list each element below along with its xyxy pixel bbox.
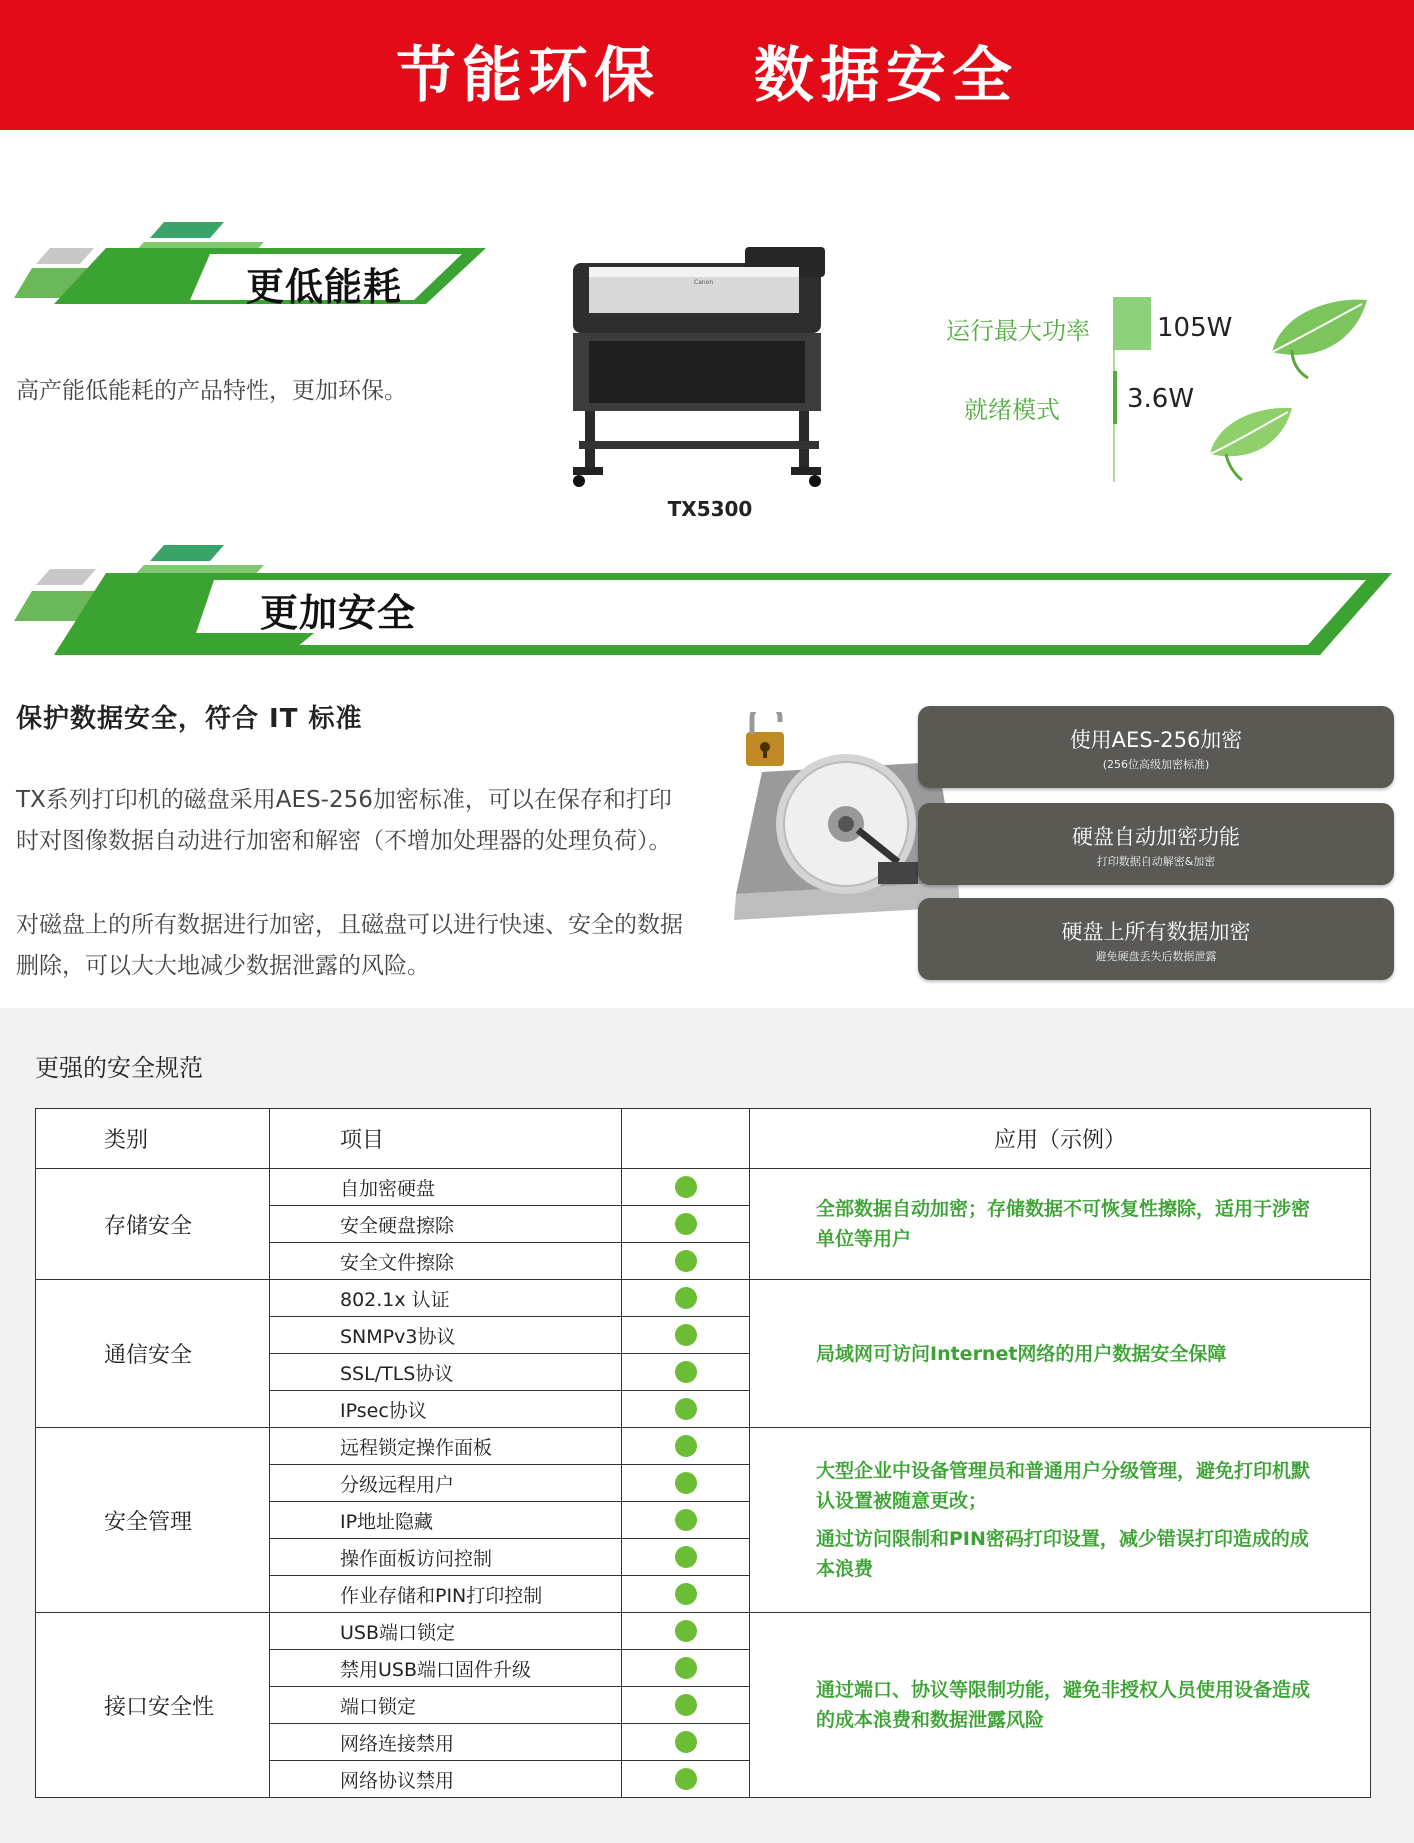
security-heading: 保护数据安全，符合 IT 标准: [16, 704, 363, 734]
category-cell: 接口安全性: [36, 1613, 270, 1798]
supported-dot-icon: [675, 1324, 697, 1346]
spec-table-caption: 更强的安全规范: [35, 1054, 203, 1082]
item-cell: IPsec协议: [270, 1391, 622, 1428]
supported-dot-icon: [675, 1583, 697, 1605]
supported-dot-icon: [675, 1694, 697, 1716]
supported-dot-icon: [675, 1620, 697, 1642]
support-cell: [622, 1650, 750, 1687]
support-cell: [622, 1687, 750, 1724]
security-banner: [14, 545, 1394, 660]
header-support: [622, 1109, 750, 1169]
feature-pill-all-data: [918, 898, 1394, 980]
category-cell: 通信安全: [36, 1280, 270, 1428]
support-cell: [622, 1317, 750, 1354]
feature-pill-subtitle: (256位高级加密标准): [1102, 758, 1210, 771]
security-spec-table: [35, 1108, 1371, 1798]
table-row: [36, 1280, 1371, 1317]
application-cell: [750, 1169, 1371, 1280]
category-cell: 安全管理: [36, 1428, 270, 1613]
table-header-row: [36, 1109, 1371, 1169]
support-cell: [622, 1428, 750, 1465]
energy-description: 高产能低能耗的产品特性，更加环保。: [16, 378, 407, 404]
item-cell: 安全硬盘擦除: [270, 1206, 622, 1243]
security-paragraph-1: TX系列打印机的磁盘采用AES-256加密标准，可以在保存和打印时对图像数据自动进行加密和解密（不增加处理器的处理负荷）。: [16, 787, 672, 854]
item-cell: 802.1x 认证: [270, 1280, 622, 1317]
item-cell: 作业存储和PIN打印控制: [270, 1576, 622, 1613]
header-category: 类别: [36, 1109, 270, 1169]
item-cell: 安全文件擦除: [270, 1243, 622, 1280]
category-cell: 存储安全: [36, 1169, 270, 1280]
support-cell: [622, 1169, 750, 1206]
header-item: 项目: [270, 1109, 622, 1169]
energy-banner-title: 更低能耗: [246, 265, 403, 309]
ready-mode-value: 3.6W: [1127, 384, 1195, 414]
supported-dot-icon: [675, 1546, 697, 1568]
supported-dot-icon: [675, 1250, 697, 1272]
feature-pill-auto-encrypt: [918, 803, 1394, 885]
item-cell: 网络协议禁用: [270, 1761, 622, 1798]
max-power-label: 运行最大功率: [946, 317, 1090, 345]
feature-pill-subtitle: 避免硬盘丢失后数据泄露: [1095, 950, 1217, 963]
table-row: [36, 1169, 1371, 1206]
item-cell: 端口锁定: [270, 1687, 622, 1724]
support-cell: [622, 1576, 750, 1613]
support-cell: [622, 1502, 750, 1539]
leaf-icon-small: [1202, 402, 1297, 482]
supported-dot-icon: [675, 1657, 697, 1679]
supported-dot-icon: [675, 1398, 697, 1420]
support-cell: [622, 1724, 750, 1761]
support-cell: [622, 1761, 750, 1798]
support-cell: [622, 1539, 750, 1576]
application-cell: [750, 1613, 1371, 1798]
support-cell: [622, 1280, 750, 1317]
item-cell: 网络连接禁用: [270, 1724, 622, 1761]
item-cell: 操作面板访问控制: [270, 1539, 622, 1576]
supported-dot-icon: [675, 1731, 697, 1753]
item-cell: 自加密硬盘: [270, 1169, 622, 1206]
supported-dot-icon: [675, 1509, 697, 1531]
support-cell: [622, 1243, 750, 1280]
feature-pill-title: 使用AES-256加密: [1069, 728, 1243, 752]
ready-mode-bar: [1113, 371, 1117, 424]
application-text: 局域网可访问Internet网络的用户数据安全保障: [816, 1342, 1227, 1365]
printer-model-label: TX5300: [667, 497, 753, 521]
application-text: 通过端口、协议等限制功能，避免非授权人员使用设备造成的成本浪费和数据泄露风险: [816, 1679, 1311, 1731]
leaf-icon: [1262, 292, 1372, 382]
max-power-bar: [1113, 297, 1151, 350]
application-text: 通过访问限制和PIN密码打印设置，减少错误打印造成的成本浪费: [816, 1528, 1309, 1580]
energy-banner: [14, 218, 494, 333]
supported-dot-icon: [675, 1287, 697, 1309]
supported-dot-icon: [675, 1768, 697, 1790]
item-cell: USB端口锁定: [270, 1613, 622, 1650]
security-banner-graphic: [14, 545, 1394, 660]
item-cell: IP地址隐藏: [270, 1502, 622, 1539]
application-cell: [750, 1428, 1371, 1613]
support-cell: [622, 1465, 750, 1502]
supported-dot-icon: [675, 1435, 697, 1457]
supported-dot-icon: [675, 1361, 697, 1383]
support-cell: [622, 1354, 750, 1391]
feature-pill-title: 硬盘自动加密功能: [1072, 825, 1240, 849]
supported-dot-icon: [675, 1176, 697, 1198]
application-cell: [750, 1280, 1371, 1428]
support-cell: [622, 1391, 750, 1428]
support-cell: [622, 1206, 750, 1243]
supported-dot-icon: [675, 1472, 697, 1494]
item-cell: 分级远程用户: [270, 1465, 622, 1502]
support-cell: [622, 1613, 750, 1650]
printer-brand-label: Canon: [694, 279, 714, 286]
header-application: 应用（示例）: [750, 1109, 1371, 1169]
item-cell: SNMPv3协议: [270, 1317, 622, 1354]
application-text: 大型企业中设备管理员和普通用户分级管理，避免打印机默认设置被随意更改；: [816, 1460, 1311, 1512]
supported-dot-icon: [675, 1213, 697, 1235]
feature-pill-aes: [918, 706, 1394, 788]
application-text: 全部数据自动加密；存储数据不可恢复性擦除，适用于涉密单位等用户: [816, 1198, 1311, 1250]
feature-pill-title: 硬盘上所有数据加密: [1061, 920, 1251, 944]
header-banner: [0, 0, 1414, 130]
security-banner-title: 更加安全: [260, 591, 417, 635]
table-row: [36, 1613, 1371, 1650]
item-cell: 远程锁定操作面板: [270, 1428, 622, 1465]
item-cell: SSL/TLS协议: [270, 1354, 622, 1391]
table-row: [36, 1428, 1371, 1465]
max-power-value: 105W: [1157, 313, 1233, 343]
feature-pill-subtitle: 打印数据自动解密&加密: [1096, 855, 1216, 868]
item-cell: 禁用USB端口固件升级: [270, 1650, 622, 1687]
ready-mode-label: 就绪模式: [964, 396, 1060, 424]
page-title: 节能环保 数据安全: [396, 41, 1018, 111]
security-paragraph-2: 对磁盘上的所有数据进行加密，且磁盘可以进行快速、安全的数据删除，可以大大地减少数据泄露的风险。: [16, 912, 683, 979]
